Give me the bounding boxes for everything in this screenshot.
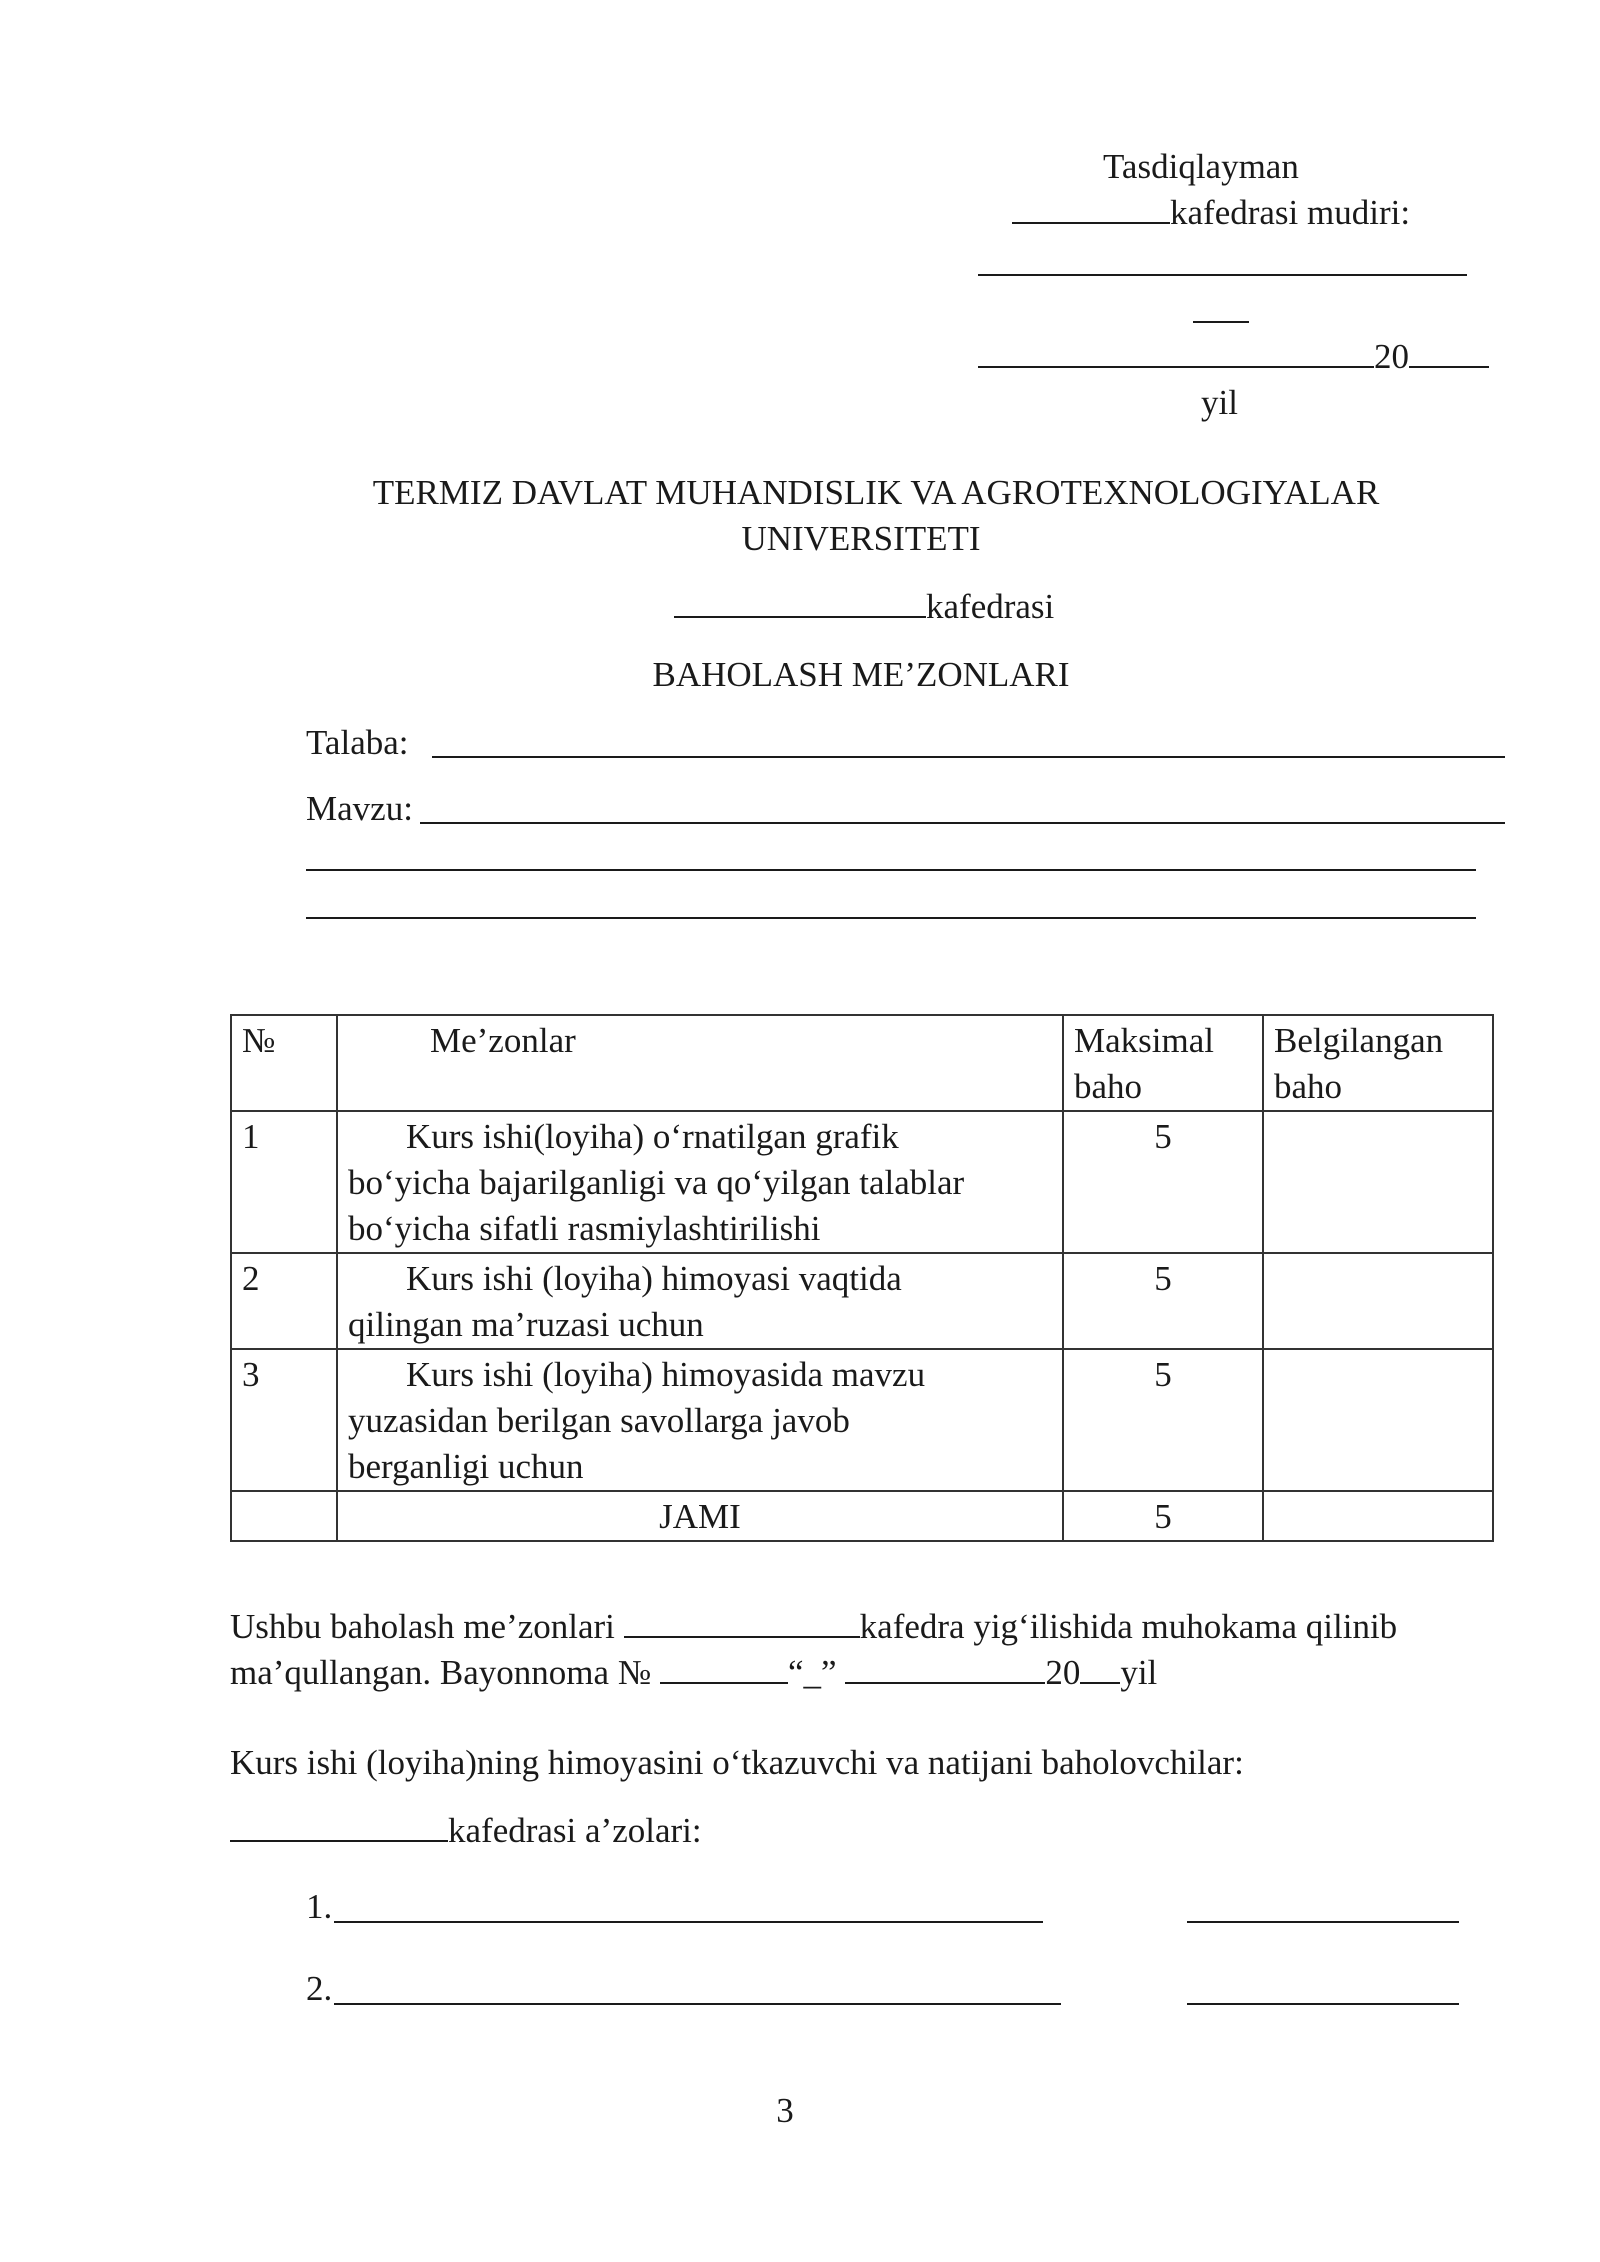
approval-short-line (1193, 321, 1249, 323)
approval-date-line (978, 334, 1489, 380)
member-1-number: 1. (306, 1887, 333, 1926)
total-label: JAMI (337, 1491, 1063, 1541)
date-blank (978, 336, 1374, 368)
header-max-line2: baho (1074, 1067, 1143, 1106)
footer-year-blank (1080, 1652, 1120, 1684)
protocol-number-blank (660, 1652, 788, 1684)
approval-head-label: kafedrasi mudiri: (1170, 193, 1411, 232)
footer-year-prefix: 20 (1045, 1653, 1081, 1692)
row-number: 1 (231, 1111, 337, 1253)
university-name-line1: TERMIZ DAVLAT MUHANDISLIK VA AGROTEXNOLOGIYALAR (372, 473, 1380, 512)
header-given-line2: baho (1274, 1067, 1343, 1106)
member-1-name-line[interactable] (334, 1921, 1043, 1923)
criteria-line: Kurs ishi (loyiha) himoyasida mavzu (406, 1355, 926, 1394)
approving-department-blank (624, 1606, 860, 1638)
members-label: kafedrasi a’zolari: (448, 1811, 702, 1850)
total-given-score[interactable] (1263, 1491, 1493, 1541)
department-blank (1012, 192, 1170, 224)
department-name-blank (674, 586, 926, 618)
row-max-score: 5 (1063, 1253, 1263, 1349)
row-given-score[interactable] (1263, 1349, 1493, 1491)
document-title: BAHOLASH ME’ZONLARI (652, 655, 1070, 694)
approval-department-head (1012, 190, 1410, 236)
row-given-score[interactable] (1263, 1111, 1493, 1253)
table-row (231, 1253, 1493, 1349)
department-label: kafedrasi (926, 587, 1055, 626)
evaluators-text: Kurs ishi (loyiha)ning himoyasini o‘tkazuvchi va natijani baholovchilar: (230, 1743, 1244, 1782)
row-number: 3 (231, 1349, 337, 1491)
criteria-line: Kurs ishi(loyiha) o‘rnatilgan grafik (406, 1117, 899, 1156)
member-2-number: 2. (306, 1969, 333, 2008)
approval-text-3: ma’qullangan. Bayonnoma № (230, 1653, 660, 1692)
footer-year-suffix: yil (1120, 1653, 1158, 1692)
criteria-line: berganligi uchun (348, 1447, 584, 1486)
member-2-name-line[interactable] (334, 2003, 1061, 2005)
approval-paragraph-line1 (230, 1604, 1397, 1650)
header-given-score (1263, 1015, 1493, 1111)
total-number (231, 1491, 337, 1541)
row-max-score: 5 (1063, 1111, 1263, 1253)
approval-year-prefix: 20 (1374, 337, 1409, 376)
criteria-line: qilingan ma’ruzasi uchun (348, 1305, 704, 1344)
header-given-line1: Belgilangan (1274, 1021, 1444, 1060)
table-total-row (231, 1491, 1493, 1541)
approval-text-2: kafedra yig‘ilishida muhokama qilinib (859, 1607, 1398, 1646)
topic-line-3[interactable] (306, 917, 1476, 919)
criteria-line: yuzasidan berilgan savollarga javob (348, 1401, 850, 1440)
topic-line-2[interactable] (306, 869, 1476, 871)
row-criteria (337, 1349, 1063, 1491)
members-department-blank (230, 1810, 448, 1842)
row-criteria (337, 1253, 1063, 1349)
table-header-row (231, 1015, 1493, 1111)
approval-title: Tasdiqlayman (1103, 147, 1299, 186)
quote-open: “ (787, 1653, 804, 1692)
members-line (230, 1808, 702, 1854)
approval-text-1: Ushbu baholash me’zonlari (230, 1607, 624, 1646)
row-criteria (337, 1111, 1063, 1253)
approval-paragraph-line2 (230, 1650, 1157, 1696)
row-given-score[interactable] (1263, 1253, 1493, 1349)
header-max-score (1063, 1015, 1263, 1111)
student-name-line[interactable] (432, 756, 1505, 758)
criteria-line: bo‘yicha bajarilganligi va qo‘yilgan talablar (348, 1163, 965, 1202)
student-label: Talaba: (306, 723, 409, 762)
member-2-signature-line[interactable] (1187, 2003, 1459, 2005)
department-line (674, 584, 1054, 630)
table-row (231, 1349, 1493, 1491)
row-number: 2 (231, 1253, 337, 1349)
approval-year-suffix: yil (1201, 383, 1238, 422)
quote-close: ” (821, 1653, 837, 1692)
total-max-score: 5 (1063, 1491, 1263, 1541)
topic-label: Mavzu: (306, 789, 413, 828)
criteria-table (230, 1014, 1494, 1542)
row-max-score: 5 (1063, 1349, 1263, 1491)
page-number: 3 (776, 2091, 794, 2130)
criteria-line: bo‘yicha sifatli rasmiylashtirilishi (348, 1209, 821, 1248)
topic-line-1[interactable] (420, 822, 1505, 824)
protocol-date-blank (845, 1652, 1045, 1684)
table-row (231, 1111, 1493, 1253)
approval-name-line (978, 274, 1467, 276)
header-criteria: Me’zonlar (337, 1015, 1063, 1111)
university-name-line2: UNIVERSITETI (741, 519, 981, 558)
quote-blank: _ (803, 1653, 822, 1692)
header-number: № (231, 1015, 337, 1111)
header-max-line1: Maksimal (1074, 1021, 1214, 1060)
member-1-signature-line[interactable] (1187, 1921, 1459, 1923)
year-blank (1409, 336, 1489, 368)
criteria-line: Kurs ishi (loyiha) himoyasi vaqtida (406, 1259, 902, 1298)
